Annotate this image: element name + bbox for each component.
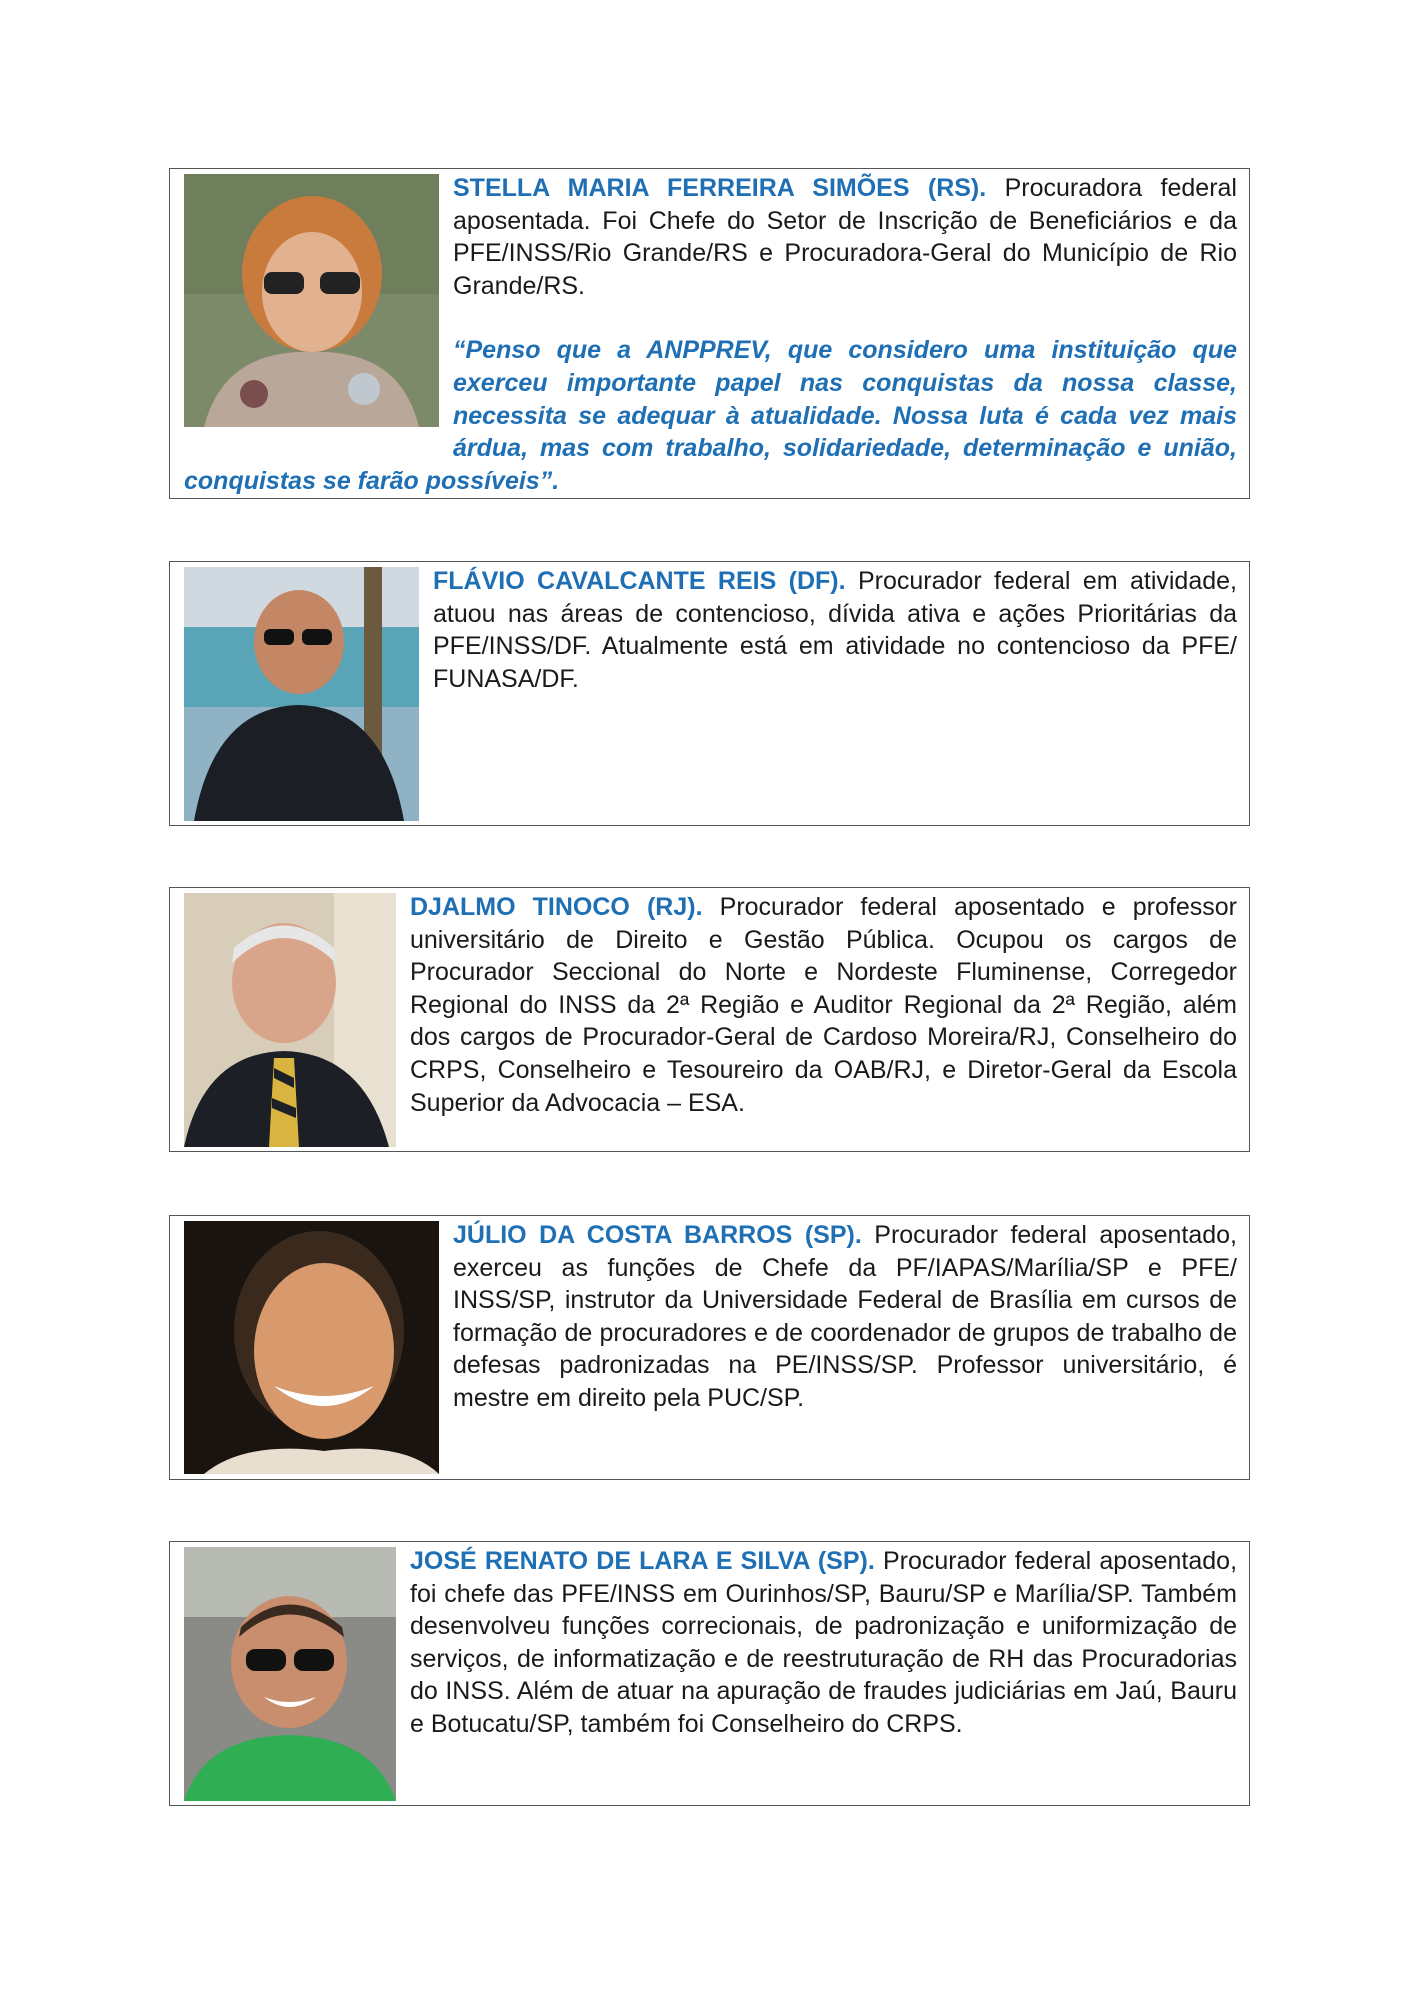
portrait-image <box>184 1547 396 1801</box>
profile-text: JÚLIO DA COSTA BARROS (SP). Procurador federal aposentado, exerceu as funções de Chefe da PF/IAPAS/Marília/SP e PFE/ INSS/SP, instrutor da Universidade Federal de Brasília em cursos de formação de procuradores e de coordenador de grupos de trabalho de defesas padronizadas na PE/INSS/SP. Professor universitário, é mestre em direito pela PUC/SP. <box>453 1221 1237 1412</box>
portrait-photo <box>184 567 419 821</box>
portrait-image <box>184 567 419 821</box>
portrait-image <box>184 174 439 427</box>
profile-bio: Procurador federal aposentado e professor universitário de Direito e Gestão Pública. Ocupou os cargos de Procurador Seccional do Norte e Nordeste Fluminense, Corregedor Regional do INSS da 2ª Região e Auditor Regional da 2ª Região, além dos cargos de Procurador-Geral de Cardoso Moreira/RJ, Conselheiro do CRPS, Conselheiro e Tesoureiro da OAB/RJ, e Diretor-Geral da Escola Superior da Advocacia – ESA. <box>410 893 1237 1117</box>
profile-bio: Procurador federal aposentado, exerceu as funções de Chefe da PF/IAPAS/Marília/SP e PFE/ INSS/SP, instrutor da Universidade Federal de Brasília em cursos de formação de procuradores e de coordenador de grupos de trabalho de defesas padronizadas na PE/INSS/SP. Professor universitário, é mestre em direito pela PUC/SP. <box>453 1221 1237 1412</box>
profile-bio: Procuradora federal aposentada. Foi Chefe do Setor de Inscrição de Beneficiários e da PFE/INSS/Rio Grande/RS e Procuradora-Geral do Município de Rio Grande/RS. <box>453 174 1237 300</box>
portrait-photo <box>184 1547 396 1801</box>
portrait-photo <box>184 1221 439 1474</box>
profile-text: JOSÉ RENATO DE LARA E SILVA (SP). Procurador federal aposentado, foi chefe das PFE/INSS em Ourinhos/SP, Bauru/SP e Marília/SP. Também desenvolveu funções correcionais, de padronização e uniformização de serviços, de informatização e de reestruturação de RH das Procuradorias do INSS. Além de atuar na apuração de fraudes judiciárias em Jaú, Bauru e Botucatu/SP, também foi Conselheiro do CRPS. <box>410 1547 1238 1738</box>
profile-card-julio <box>169 1215 1250 1480</box>
profile-card-jose <box>169 1541 1250 1806</box>
profile-bio: Procurador federal aposentado, foi chefe das PFE/INSS em Ourinhos/SP, Bauru/SP e Marília/SP. Também desenvolveu funções correcionais, de padronização e uniformização de serviços, de informatização e de reestruturação de RH das Procuradorias do INSS. Além de atuar na apuração de fraudes judiciárias em Jaú, Bauru e Botucatu/SP, também foi Conselheiro do CRPS. <box>410 1547 1238 1738</box>
profile-bio: Procurador federal em atividade, atuou nas áreas de contencioso, dívida ativa e ações Prioritárias da PFE/INSS/DF. Atualmente está em atividade no contencioso da PFE/ FUNASA/DF. <box>433 567 1237 693</box>
portrait-photo <box>184 174 439 427</box>
profile-text: STELLA MARIA FERREIRA SIMÕES (RS). Procuradora federal aposentada. Foi Chefe do Setor de Inscrição de Beneficiários e da PFE/INSS/Rio Grande/RS e Procuradora-Geral do Município de Rio Grande/RS. “Penso que a ANPPREV, que considero uma instituição que exerceu importante papel nas conquistas da nossa classe, necessita se adequar à atualidade. Nossa luta é cada vez mais árdua, mas com trabalho, solidariedade, determinação e união, conquistas se farão possíveis”. <box>184 174 1237 495</box>
profile-text: FLÁVIO CAVALCANTE REIS (DF). Procurador federal em atividade, atuou nas áreas de contencioso, dívida ativa e ações Prioritárias da PFE/INSS/DF. Atualmente está em atividade no contencioso da PFE/ FUNASA/DF. <box>433 567 1237 693</box>
profile-card-djalmo <box>169 887 1250 1152</box>
profile-name: DJALMO TINOCO (RJ) <box>410 893 696 921</box>
profile-name: STELLA MARIA FERREIRA SIMÕES (RS) <box>453 174 980 202</box>
profile-name: FLÁVIO CAVALCANTE REIS (DF) <box>433 567 839 595</box>
portrait-image <box>184 1221 439 1474</box>
profile-card-flavio <box>169 561 1250 826</box>
portrait-photo <box>184 893 396 1147</box>
profile-quote: “Penso que a ANPPREV, que considero uma instituição que exerceu importante papel nas conquistas da nossa classe, necessita se adequar à atualidade. Nossa luta é cada vez mais árdua, mas com trabalho, solidariedade, determinação e união, conquistas se farão possíveis”. <box>184 336 1237 495</box>
profile-name: JOSÉ RENATO DE LARA E SILVA (SP) <box>410 1547 868 1575</box>
portrait-image <box>184 893 396 1147</box>
profile-text: DJALMO TINOCO (RJ). Procurador federal aposentado e professor universitário de Direito e Gestão Pública. Ocupou os cargos de Procurador Seccional do Norte e Nordeste Fluminense, Corregedor Regional do INSS da 2ª Região e Auditor Regional da 2ª Região, além dos cargos de Procurador-Geral de Cardoso Moreira/RJ, Conselheiro do CRPS, Conselheiro e Tesoureiro da OAB/RJ, e Diretor-Geral da Escola Superior da Advocacia – ESA. <box>410 893 1237 1117</box>
profile-name: JÚLIO DA COSTA BARROS (SP) <box>453 1221 855 1249</box>
profile-card-stella <box>169 168 1250 499</box>
